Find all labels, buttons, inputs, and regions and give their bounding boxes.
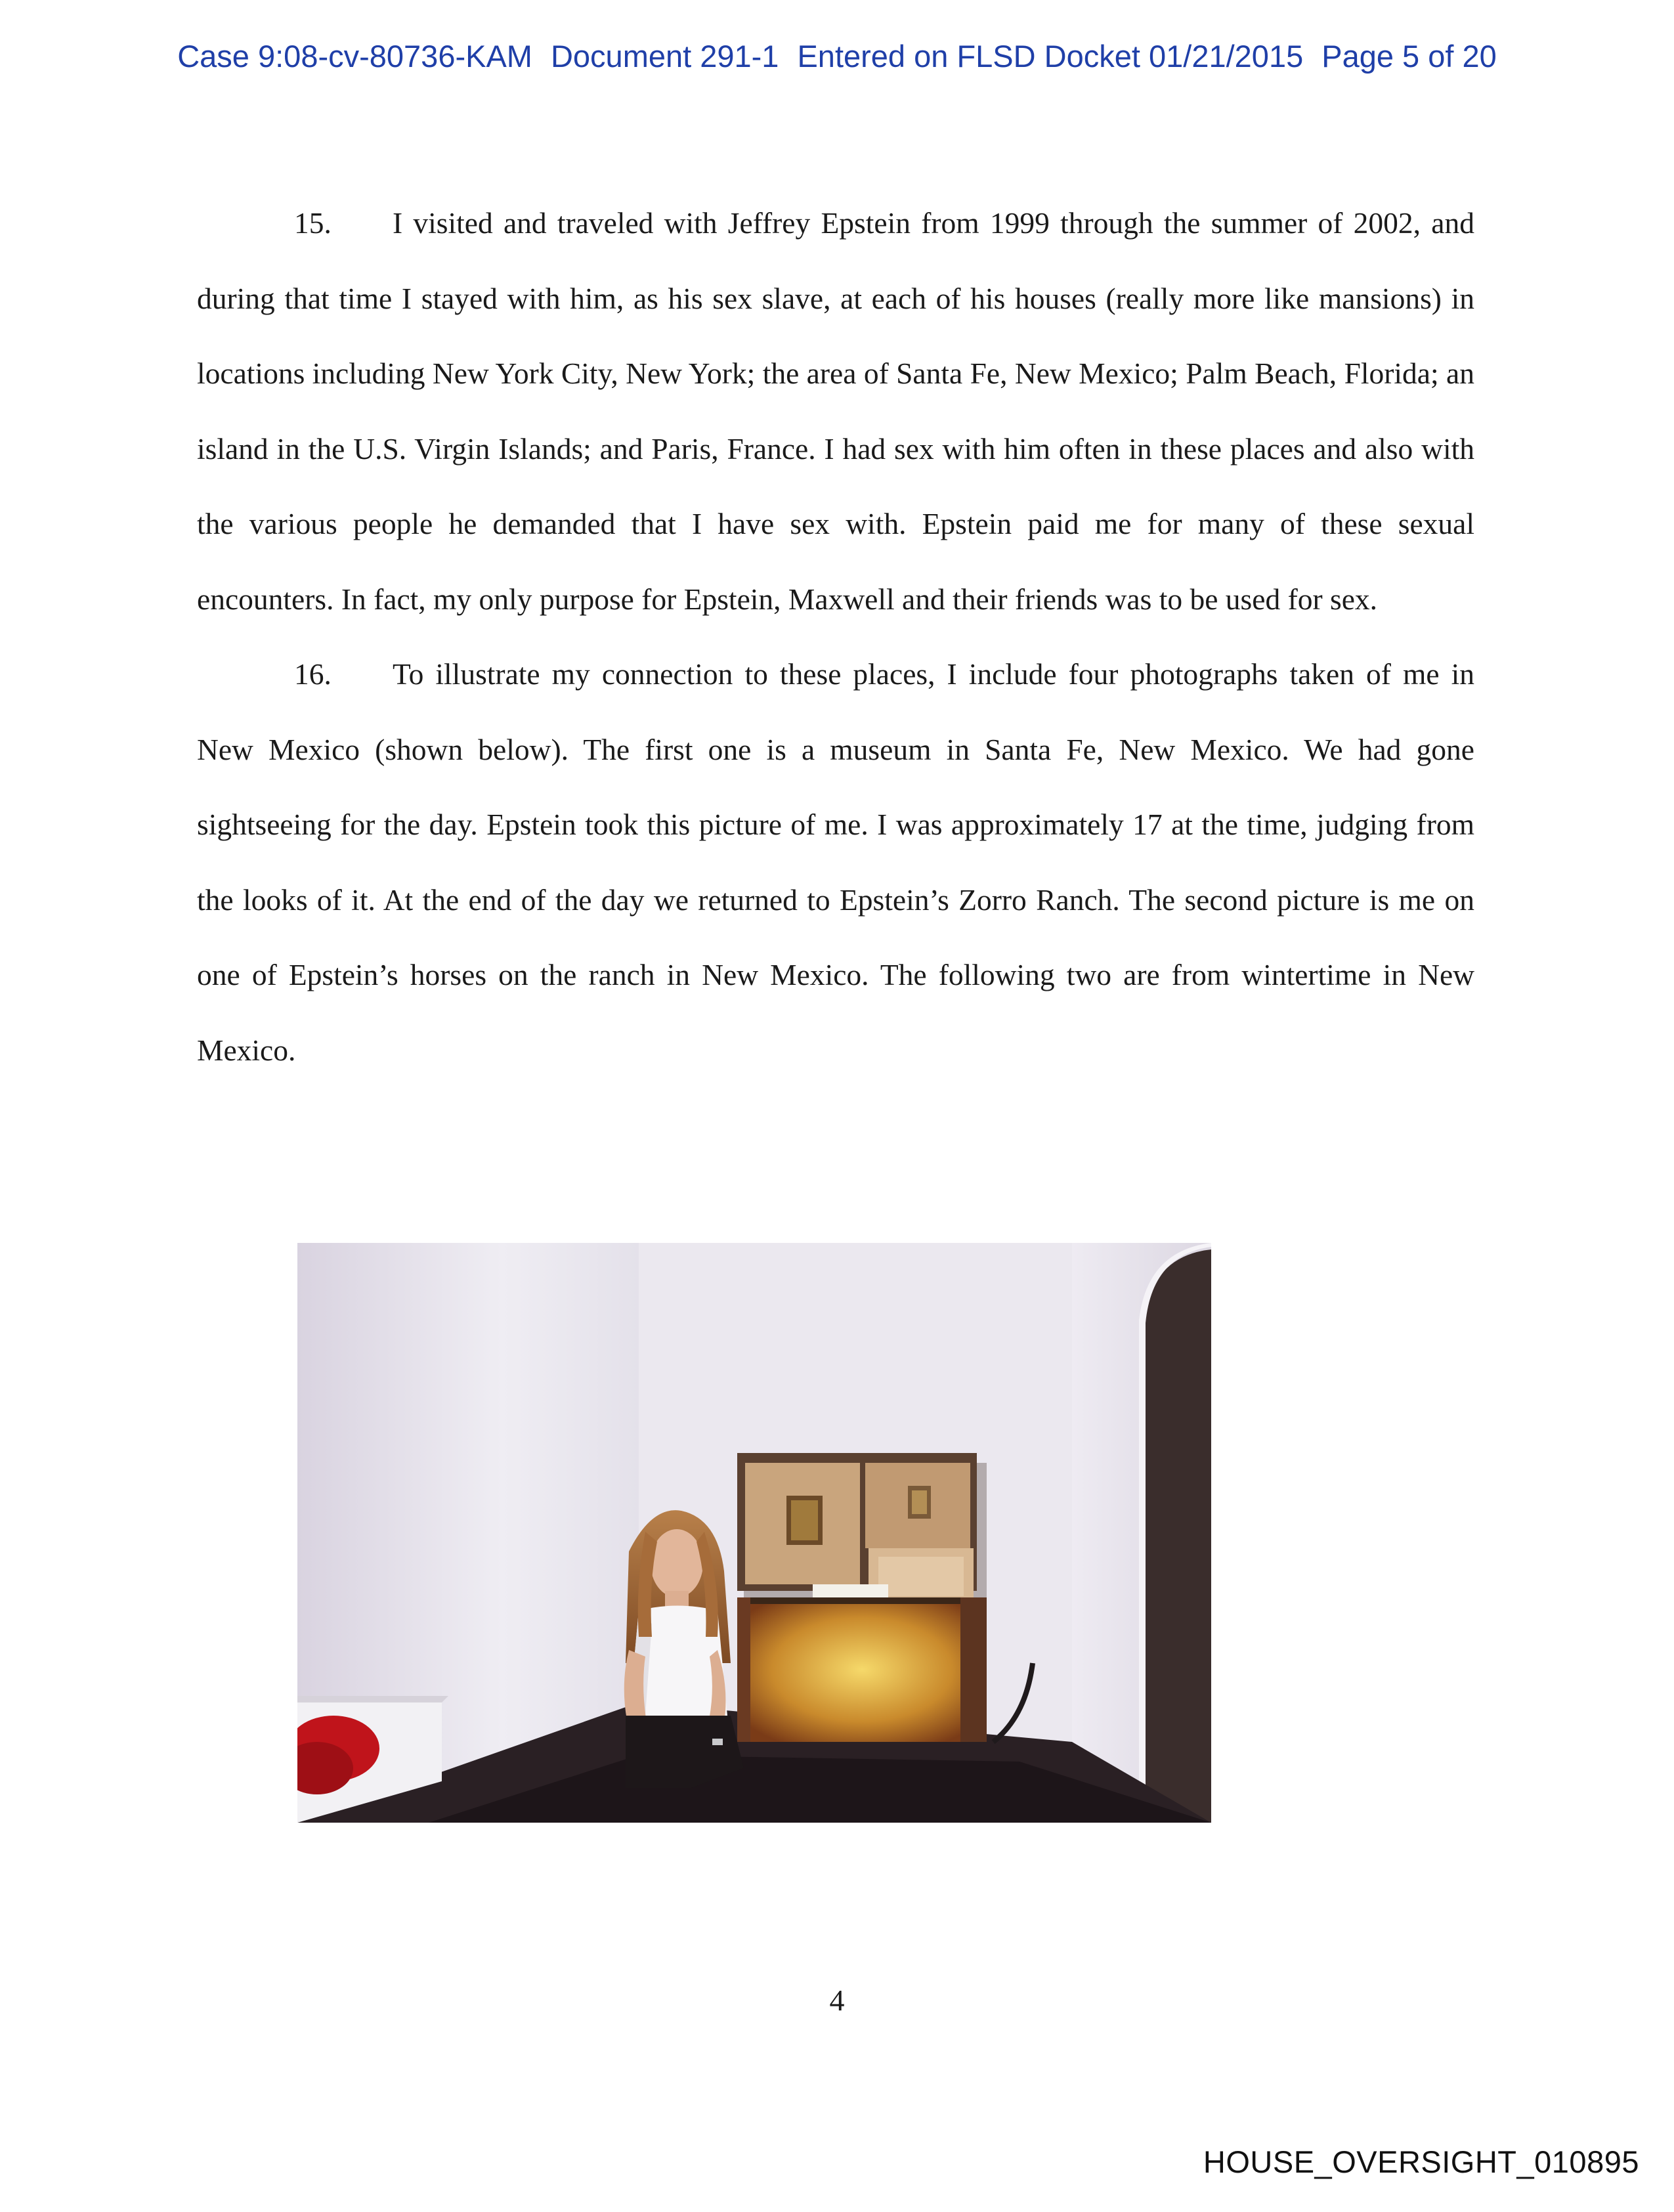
paragraph-text: To illustrate my connection to these places, I include four photographs taken of me in New Mexico (shown below). The first one is a museum in Santa Fe, New Mexico. We had gone sightseeing for the day. Epstein took this picture of me. I was approximately 17 at the time, judging from the looks of it. At the end of the day we returned to Epstein’s Zorro Ranch. The second picture is me on one of Epstein’s horses on the ranch in New Mexico. The following two are from wintertime in New Mexico.: [197, 657, 1474, 1067]
paragraph-15: [197, 186, 1474, 637]
document-body: [197, 186, 1474, 1088]
paragraph-text: I visited and traveled with Jeffrey Epstein from 1999 through the summer of 2002, and during that time I stayed with him, as his sex slave, at each of his houses (really more like mansions) in locations including New York City, New York; the area of Santa Fe, New Mexico; Palm Beach, Florida; an island in the U.S. Virgin Islands; and Paris, France. I had sex with him often in these places and also with the various people he demanded that I have sex with. Epstein paid me for many of these sexual encounters. In fact, my only purpose for Epstein, Maxwell and their friends was to be used for sex.: [197, 206, 1474, 616]
header-document-number: Document 291-1: [550, 39, 779, 74]
paragraph-16: [197, 637, 1474, 1088]
bates-number: HOUSE_OVERSIGHT_010895: [1203, 2144, 1639, 2179]
museum-photograph: [297, 1243, 1211, 1823]
photograph-illustration: [297, 1243, 1211, 1823]
paragraph-number: 15.: [294, 206, 332, 240]
page-number: 4: [829, 1984, 845, 2017]
docket-header: [0, 38, 1674, 74]
header-case-number: Case 9:08-cv-80736-KAM: [177, 39, 532, 74]
header-entered-date: Entered on FLSD Docket 01/21/2015: [797, 39, 1304, 74]
header-page-count: Page 5 of 20: [1321, 39, 1497, 74]
paragraph-number: 16.: [294, 657, 332, 691]
